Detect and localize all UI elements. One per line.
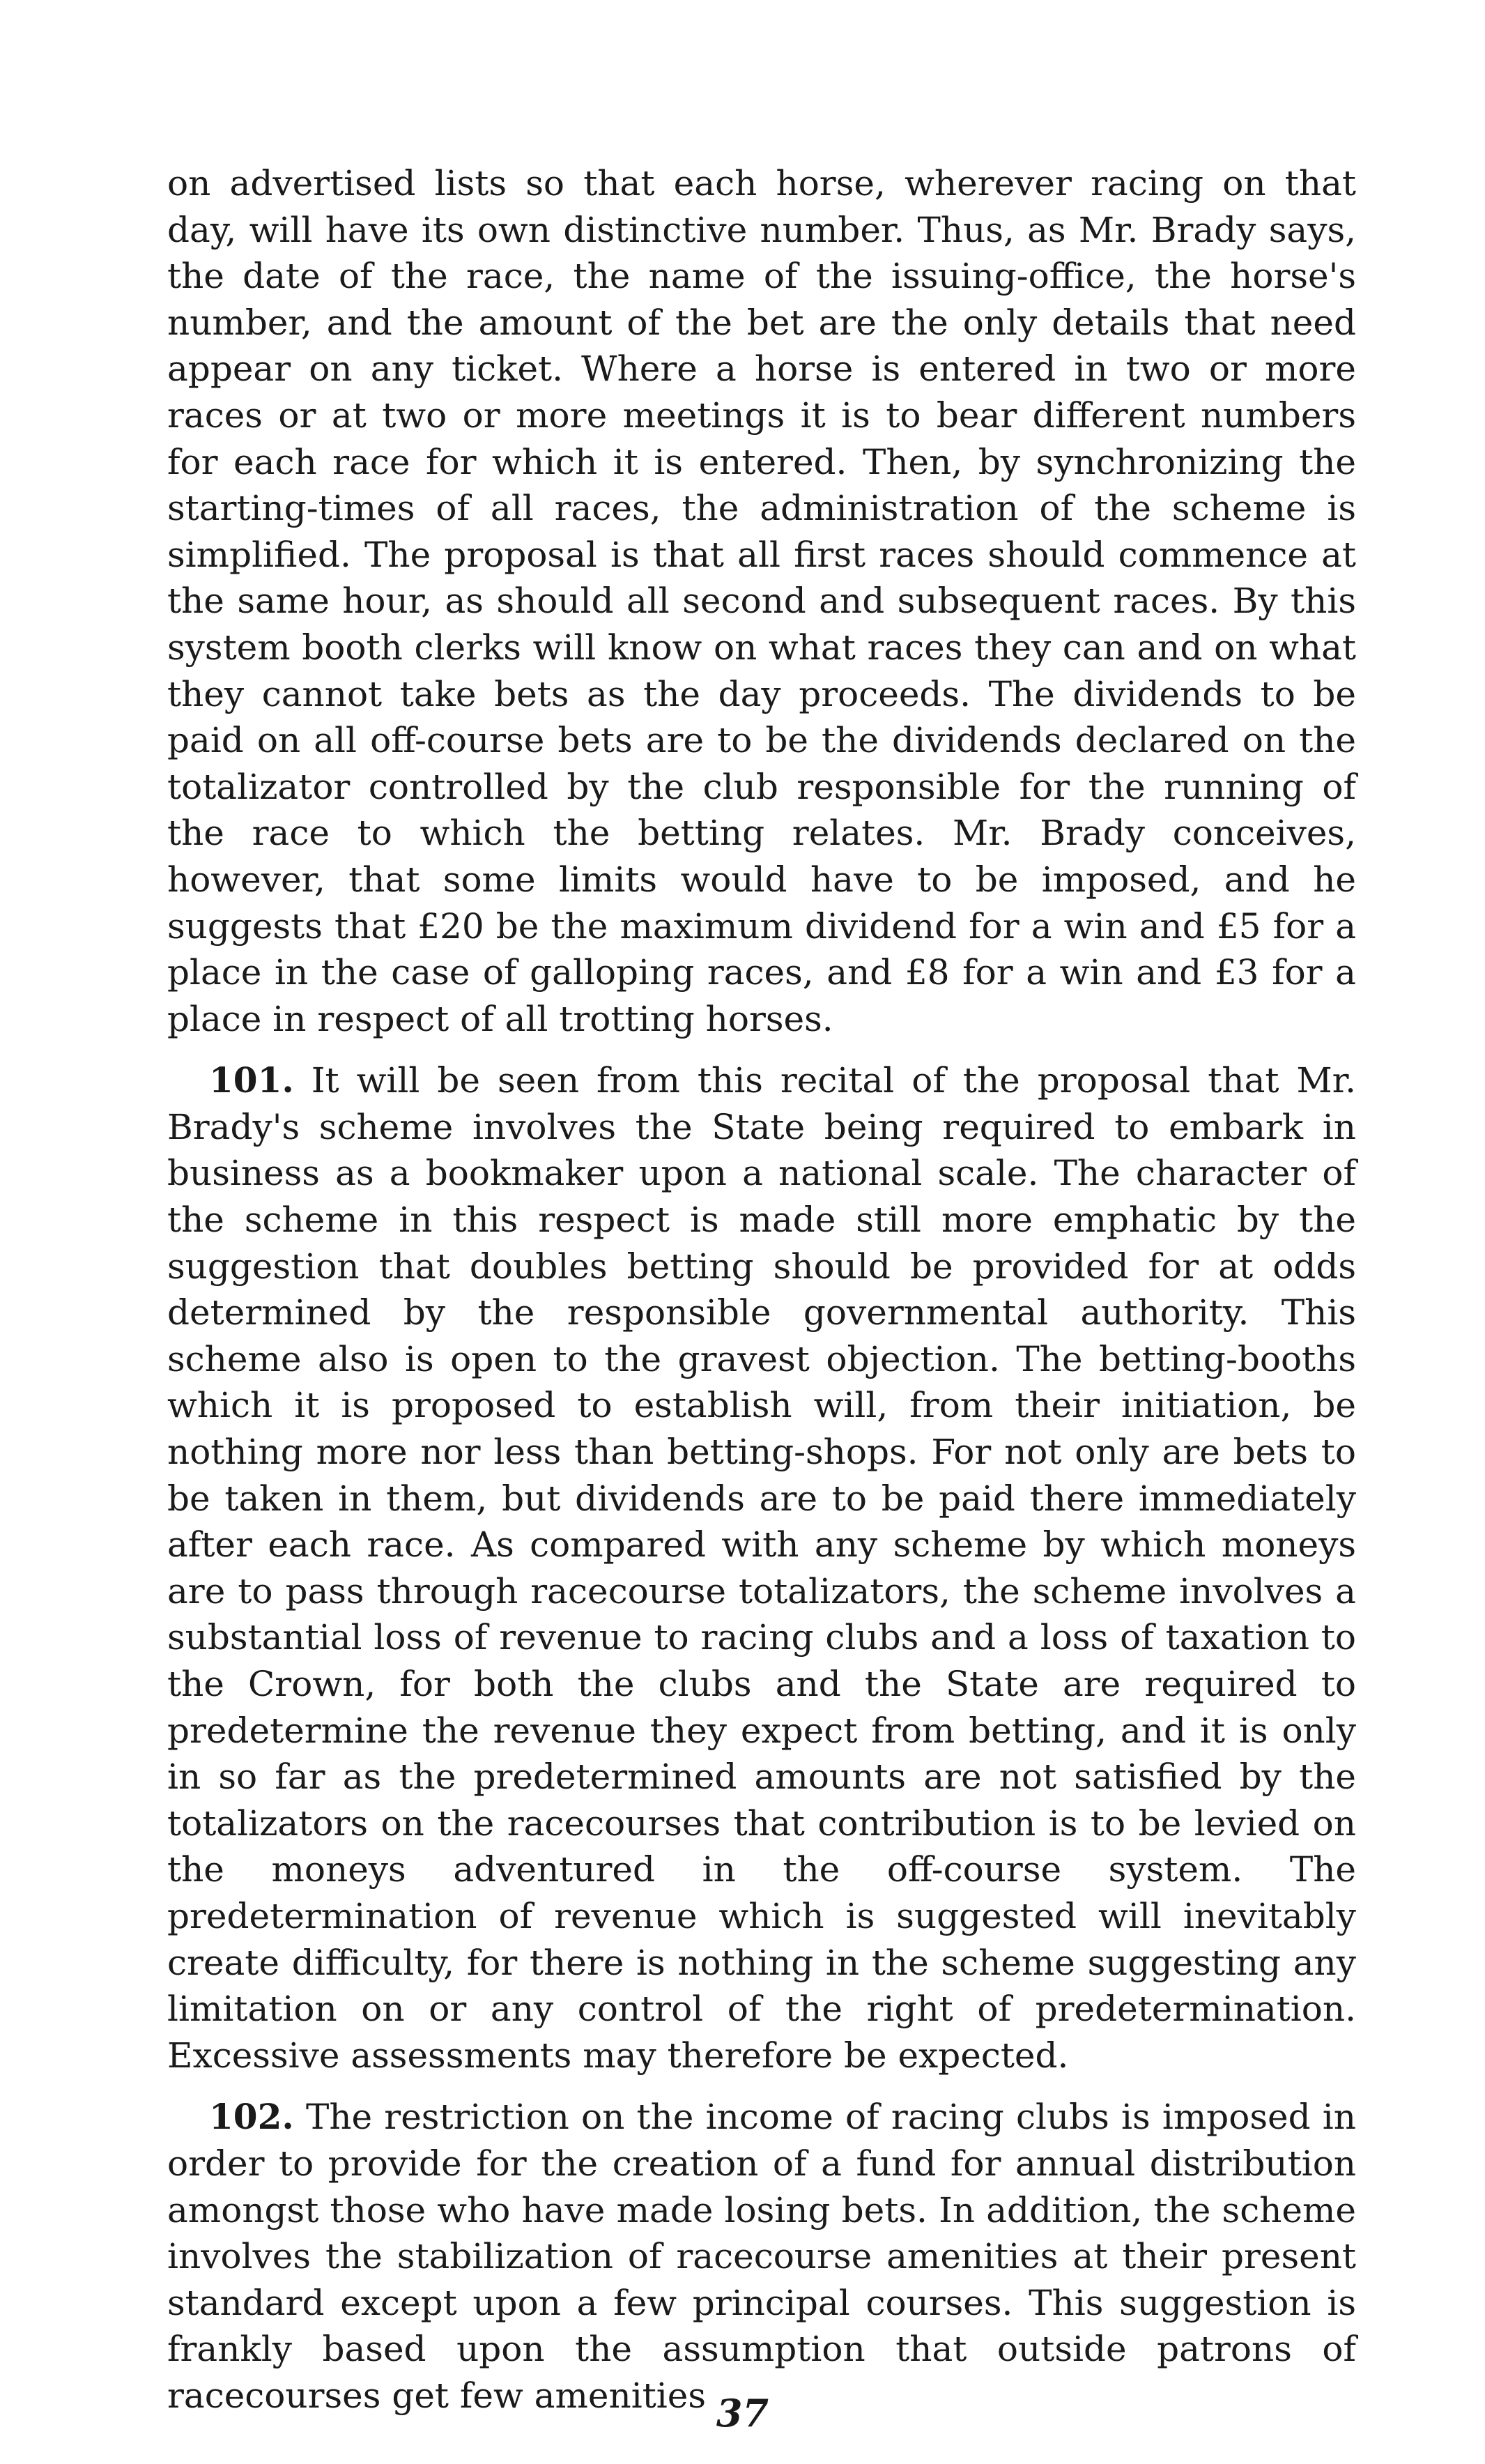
paragraph-102 — [167, 2094, 1356, 2419]
paragraph-101 — [167, 1057, 1356, 2079]
page-body — [167, 160, 1356, 2419]
paragraph-text: on advertised lists so that each horse, wherever racing on that day, will have its own distinctive number. Thus, as Mr. Brady says, the date of the race, the name of the issuing-office, the horse's number, and the amount of the bet are the only details that need appear on any ticket. Where a horse is entered in two or more races or at two or more meetings it is to bear different numbers for each race for which it is entered. Then, by synchronizing the starting-times of all races, the administration of the scheme is simplified. The proposal is that all first races should commence at the same hour, as should all second and subsequent races. By this system booth clerks will know on what races they can and on what they cannot take bets as the day proceeds. The dividends to be paid on all off-course bets are to be the dividends declared on the totalizator controlled by the club responsible for the running of the race to which the betting relates. Mr. Brady conceives, however, that some limits would have to be imposed, and he suggests that £20 be the maximum dividend for a win and £5 for a place in the case of galloping races, and £8 for a win and £3 for a place in respect of all trotting horses. — [167, 163, 1356, 1039]
paragraph-text: It will be seen from this recital of the proposal that Mr. Brady's scheme involves the State being required to embark in business as a bookmaker upon a national scale. The character of the scheme in this respect is made still more emphatic by the suggestion that doubles betting should be provided for at odds determined by the responsible governmental authority. This scheme also is open to the gravest objection. The betting-booths which it is proposed to establish will, from their initiation, be nothing more nor less than betting-shops. For not only are bets to be taken in them, but dividends are to be paid there immediately after each race. As compared with any scheme by which moneys are to pass through racecourse totalizators, the scheme involves a substantial loss of revenue to racing clubs and a loss of taxation to the Crown, for both the clubs and the State are required to predetermine the revenue they expect from betting, and it is only in so far as the predetermined amounts are not satisfied by the totalizators on the racecourses that contribution is to be levied on the moneys adventured in the off-course system. The predetermination of revenue which is suggested will inevitably create difficulty, for there is nothing in the scheme suggesting any limitation on or any control of the right of predetermination. Excessive assessments may therefore be expected. — [167, 1060, 1356, 2076]
paragraph-number: 102. — [209, 2096, 294, 2138]
paragraph-number: 101. — [209, 1059, 294, 1101]
page-number: 37 — [716, 2391, 769, 2435]
paragraph-text: The restriction on the income of racing clubs is imposed in order to provide for the creation of a fund for annual distribution amongst those who have made losing bets. In addition, the scheme involves the stabilization of racecourse amenities at their present standard except upon a few principal courses. This suggestion is frankly based upon the assumption that outside patrons of racecourses get few amenities — [167, 2097, 1356, 2416]
paragraph-continued — [167, 160, 1356, 1042]
